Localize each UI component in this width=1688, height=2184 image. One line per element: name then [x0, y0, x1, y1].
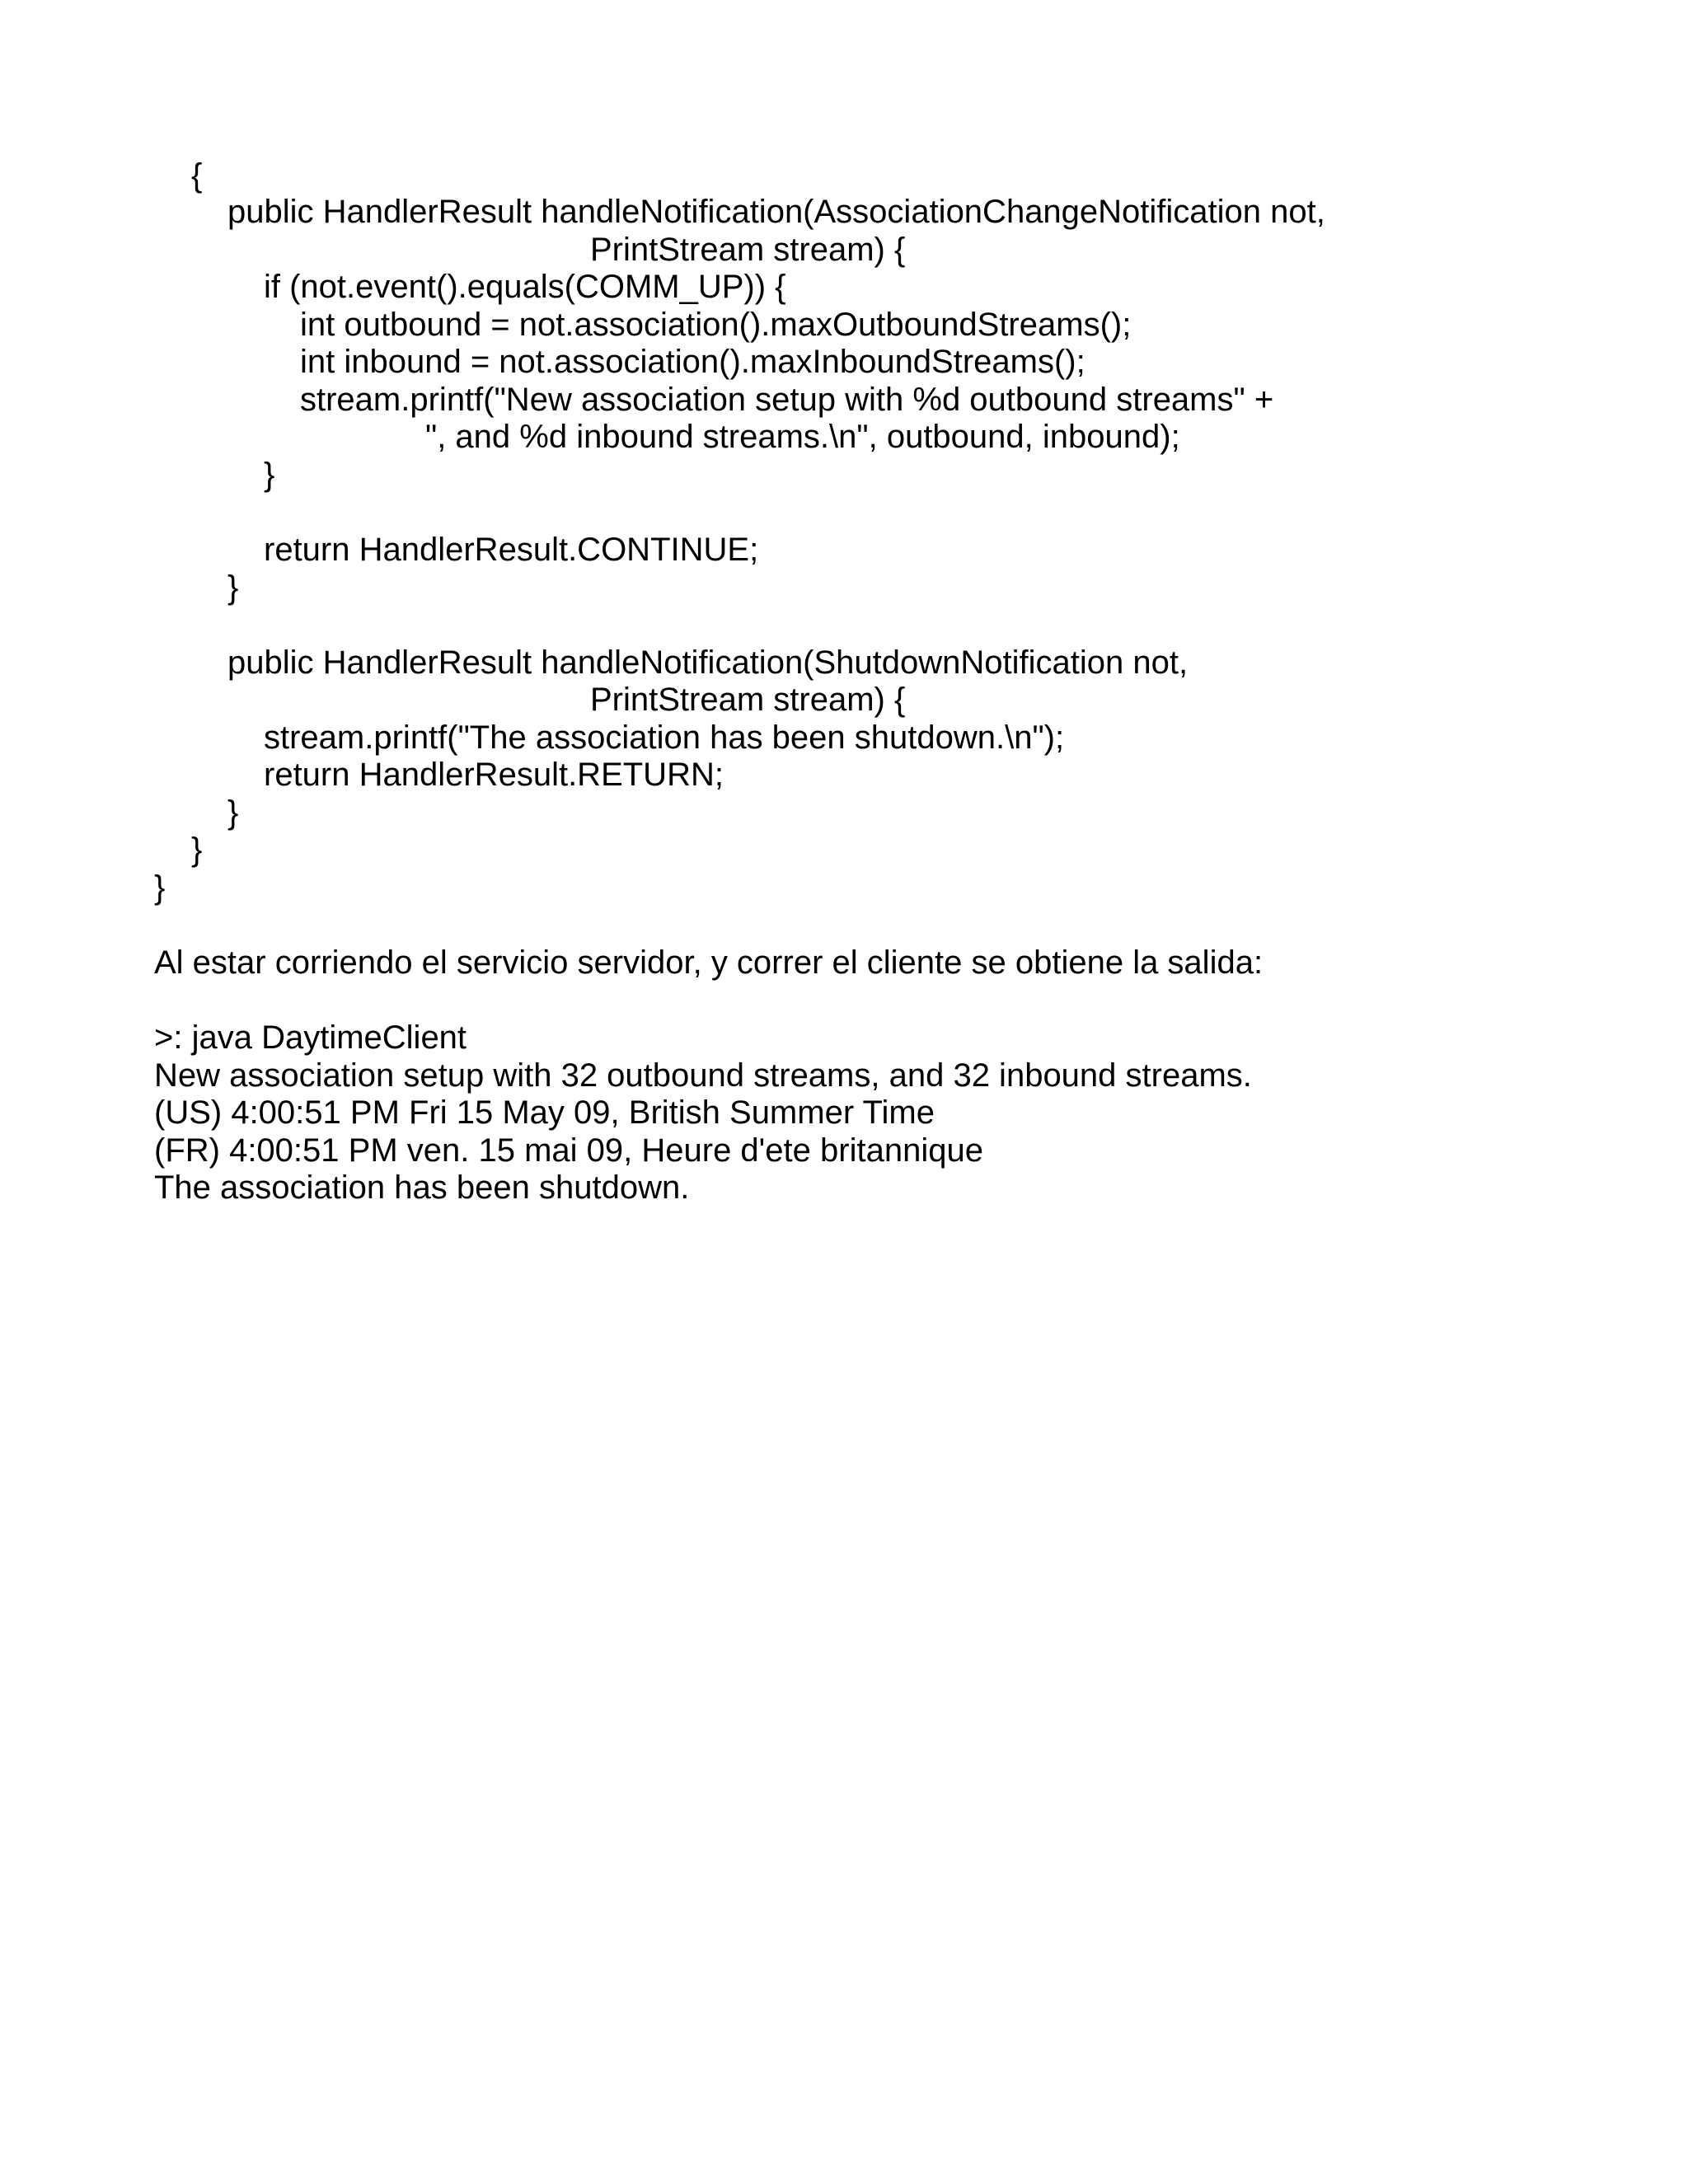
code-line: public HandlerResult handleNotification(ShutdownNotification not, [227, 644, 1189, 681]
code-line: PrintStream stream) { [590, 232, 906, 268]
body-paragraph: Al estar corriendo el servicio servidor, y correr el cliente se obtiene la salida: [154, 944, 1264, 981]
code-line: PrintStream stream) { [590, 682, 906, 718]
code-line: stream.printf("New association setup with %d outbound streams" + [300, 382, 1274, 418]
code-line: } [191, 832, 203, 868]
code-line: { [191, 157, 203, 194]
code-line: } [227, 569, 239, 606]
code-line: int outbound = not.association().maxOutboundStreams(); [300, 307, 1132, 343]
output-line: New association setup with 32 outbound streams, and 32 inbound streams. [154, 1057, 1252, 1094]
code-line: return HandlerResult.RETURN; [264, 757, 724, 793]
output-line: The association has been shutdown. [154, 1169, 690, 1206]
code-line: } [154, 869, 166, 906]
code-line: } [264, 457, 275, 493]
code-line: ", and %d inbound streams.\n", outbound, inbound); [425, 419, 1180, 455]
code-line: int inbound = not.association().maxInboundStreams(); [300, 344, 1085, 380]
code-line: stream.printf("The association has been shutdown.\n"); [264, 719, 1065, 756]
code-line: if (not.event().equals(COMM_UP)) { [264, 269, 786, 305]
code-line: } [227, 794, 239, 831]
output-line: (US) 4:00:51 PM Fri 15 May 09, British Summer Time [154, 1094, 935, 1131]
output-line: (FR) 4:00:51 PM ven. 15 mai 09, Heure d'ete britannique [154, 1132, 983, 1169]
code-line: return HandlerResult.CONTINUE; [264, 532, 759, 568]
output-line: >: java DaytimeClient [154, 1019, 467, 1056]
code-line: public HandlerResult handleNotification(AssociationChangeNotification not, [227, 194, 1325, 230]
